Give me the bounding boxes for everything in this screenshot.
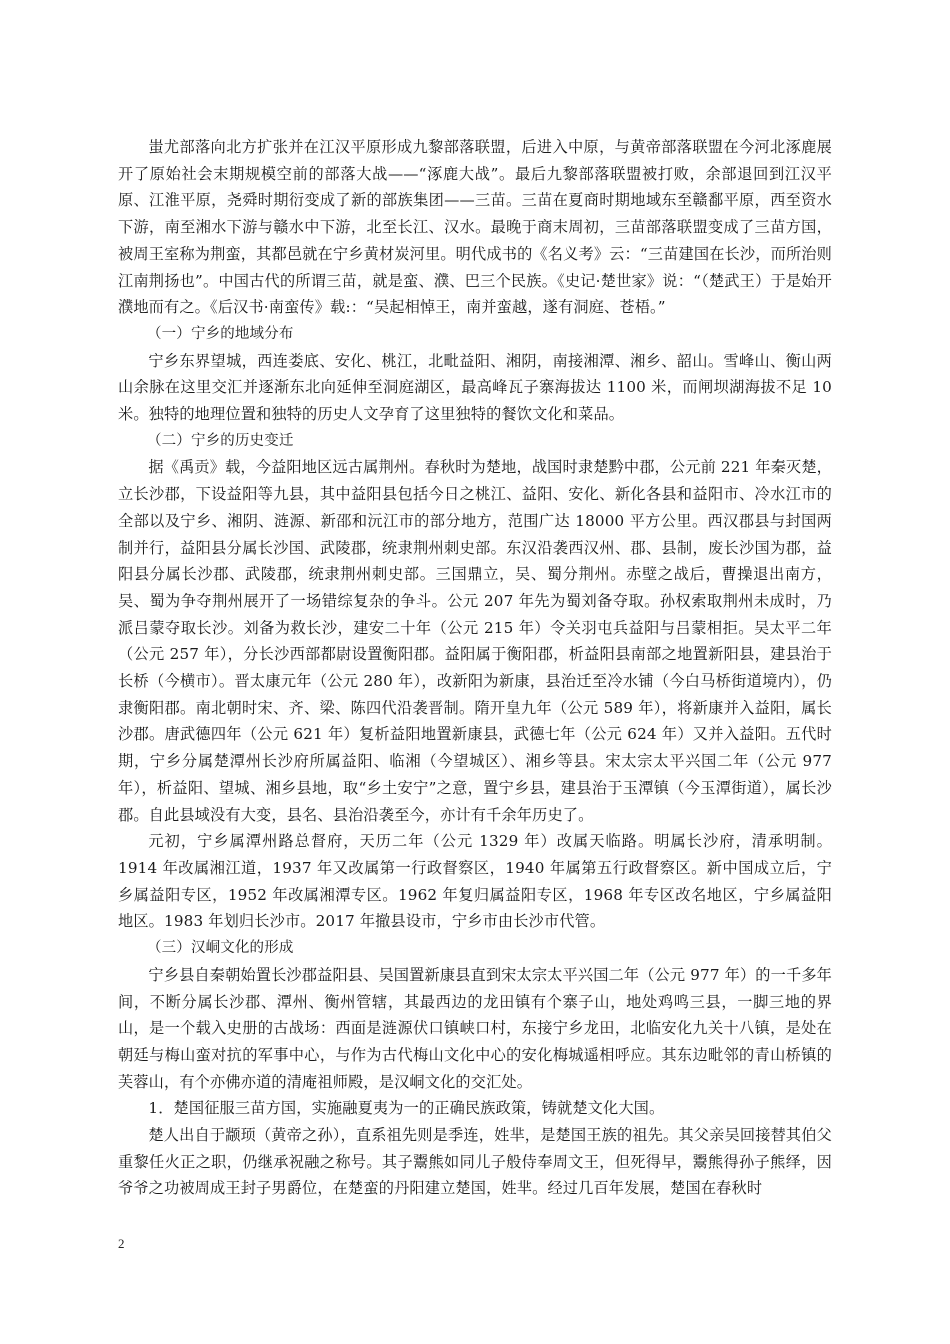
section-heading-history: （二）宁乡的历史变迁 bbox=[147, 432, 294, 449]
section-heading-geography: （一）宁乡的地域分布 bbox=[147, 325, 294, 342]
paragraph-chiyou: 蚩尤部落向北方扩张并在江汉平原形成九黎部落联盟，后进入中原，与黄帝部落联盟在今河北涿鹿展开了原始社会末期规模空前的部落大战——“涿鹿大战”。最后九黎部落联盟被打败，余部退回到江汉平原、江淮平原，尧舜时期衍变成了新的部族集团——三苗。三苗在夏商时期地域东至赣鄱平原，西至资水下游，南至湘水下游与赣水中下游，北至长江、汉水。最晚于商末周初，三苗部落联盟变成了三苗方国，被周王室称为荆蛮，其都邑就在宁乡黄材炭河里。明代成书的《名义考》云：“三苗建国在长沙，而所治则江南荆扬也”。中国古代的所谓三苗，就是蛮、濮、巴三个民族。《史记·楚世家》说：“（楚武王）于是始开濮地而有之。《后汉书·南蛮传》载:：“吴起相悼王，南并蛮越，遂有洞庭、苍梧。” bbox=[118, 138, 832, 317]
paragraph-handong-culture: 宁乡县自秦朝始置长沙郡益阳县、吴国置新康县直到宋太宗太平兴国二年（公元 977 年）的一千多年间，不断分属长沙郡、潭州、衡州管辖，其最西边的龙田镇有个寨子山，地处鸡鸣三县，一脚三地的界山，是一个载入史册的古战场：西面是涟源伏口镇峡口村，东接宁乡龙田，北临安化九关十八镇，是处在朝廷与梅山蛮对抗的军事中心，与作为古代梅山文化中心的安化梅城遥相呼应。其东边毗邻的青山桥镇的芙蓉山，有个亦佛亦道的清庵祖师殿，是汉峒文化的交汇处。 bbox=[118, 965, 832, 1091]
paragraph-history: 据《禹贡》载，今益阳地区远古属荆州。春秋时为楚地，战国时隶楚黔中郡，公元前 221 年秦灭楚，立长沙郡，下设益阳等九县，其中益阳县包括今日之桃江、益阳、安化、新化各县和益阳市、冷水江市的全部以及宁乡、湘阴、涟源、新邵和沅江市的部分地方，范围广达 18000 平方公里。西汉郡县与封国两制并行，益阳县分属长沙国、武陵郡，统隶荆州刺史部。东汉沿袭西汉州、郡、县制，废长沙国为郡，益阳县分属长沙郡、武陵郡，统隶荆州刺史部。三国鼎立，吴、蜀分荆州。赤壁之战后，曹操退出南方，吴、蜀为争夺荆州展开了一场错综复杂的争斗。公元 207 年先为蜀刘备夺取。孙权索取荆州未成时，乃派吕蒙夺取长沙。刘备为救长沙，建安二十年（公元 215 年）令关羽屯兵益阳与吕蒙相拒。吴太平二年（公元 257 年），分长沙西部都尉设置衡阳郡。益阳属于衡阳郡，析益阳县南部之地置新阳县，建县治于长桥（今横市）。晋太康元年（公元 280 年），改新阳为新康，县治迁至冷水铺（今白马桥街道境内），仍隶衡阳郡。南北朝时宋、齐、梁、陈四代沿袭晋制。隋开皇九年（公元 589 年），将新康并入益阳，属长沙郡。唐武德四年（公元 621 年）复析益阳地置新康县，武德七年（公元 624 年）又并入益阳。五代时期，宁乡分属楚潭州长沙府所属益阳、临湘（今望城区）、湘乡等县。宋太宗太平兴国二年（公元 977 年），析益阳、望城、湘乡县地，取“乡土安宁”之意，置宁乡县，建县治于玉潭镇（今玉潭街道），属长沙郡。自此县域没有大变，县名、县治沿袭至今，亦计有千余年历史了。 bbox=[118, 458, 832, 824]
paragraph-chu-origins: 楚人出自于颛顼（黄帝之孙），直系祖先则是季连，姓芈，是楚国王族的祖先。其父亲吴回接替其伯父重黎任火正之职，仍继承祝融之称号。其子鬻熊如同儿子般侍奉周文王，但死得早，鬻熊得孙子熊绎，因爷爷之功被周成王封子男爵位，在楚蛮的丹阳建立楚国，姓芈。经过几百年发展，楚国在春秋时 bbox=[118, 1126, 832, 1198]
document-body bbox=[118, 134, 832, 1202]
page-number: 2 bbox=[118, 1236, 125, 1251]
paragraph-chu-policy: 1．楚国征服三苗方国，实施融夏夷为一的正确民族政策，铸就楚文化大国。 bbox=[148, 1099, 665, 1118]
section-heading-handong-culture: （三）汉峒文化的形成 bbox=[147, 940, 294, 957]
paragraph-geography: 宁乡东界望城，西连娄底、安化、桃江，北毗益阳、湘阴，南接湘潭、湘乡、韶山。雪峰山、衡山两山余脉在这里交汇并逐渐东北向延伸至洞庭湖区，最高峰瓦子寨海拔达 1100 米，而闸坝湖海拔不足 10 米。独特的地理位置和独特的历史人文孕育了这里独特的餐饮文化和菜品。 bbox=[118, 351, 832, 424]
paragraph-modern-history: 元初，宁乡属潭州路总督府，天历二年（公元 1329 年）改属天临路。明属长沙府，清承明制。1914 年改属湘江道，1937 年又改属第一行政督察区，1940 年属第五行政督察区。新中国成立后，宁乡属益阳专区，1952 年改属湘潭专区。1962 年复归属益阳专区，1968 年专区改名地区，宁乡属益阳地区。1983 年划归长沙市。2017 年撤县设市，宁乡市由长沙市代管。 bbox=[118, 832, 832, 931]
